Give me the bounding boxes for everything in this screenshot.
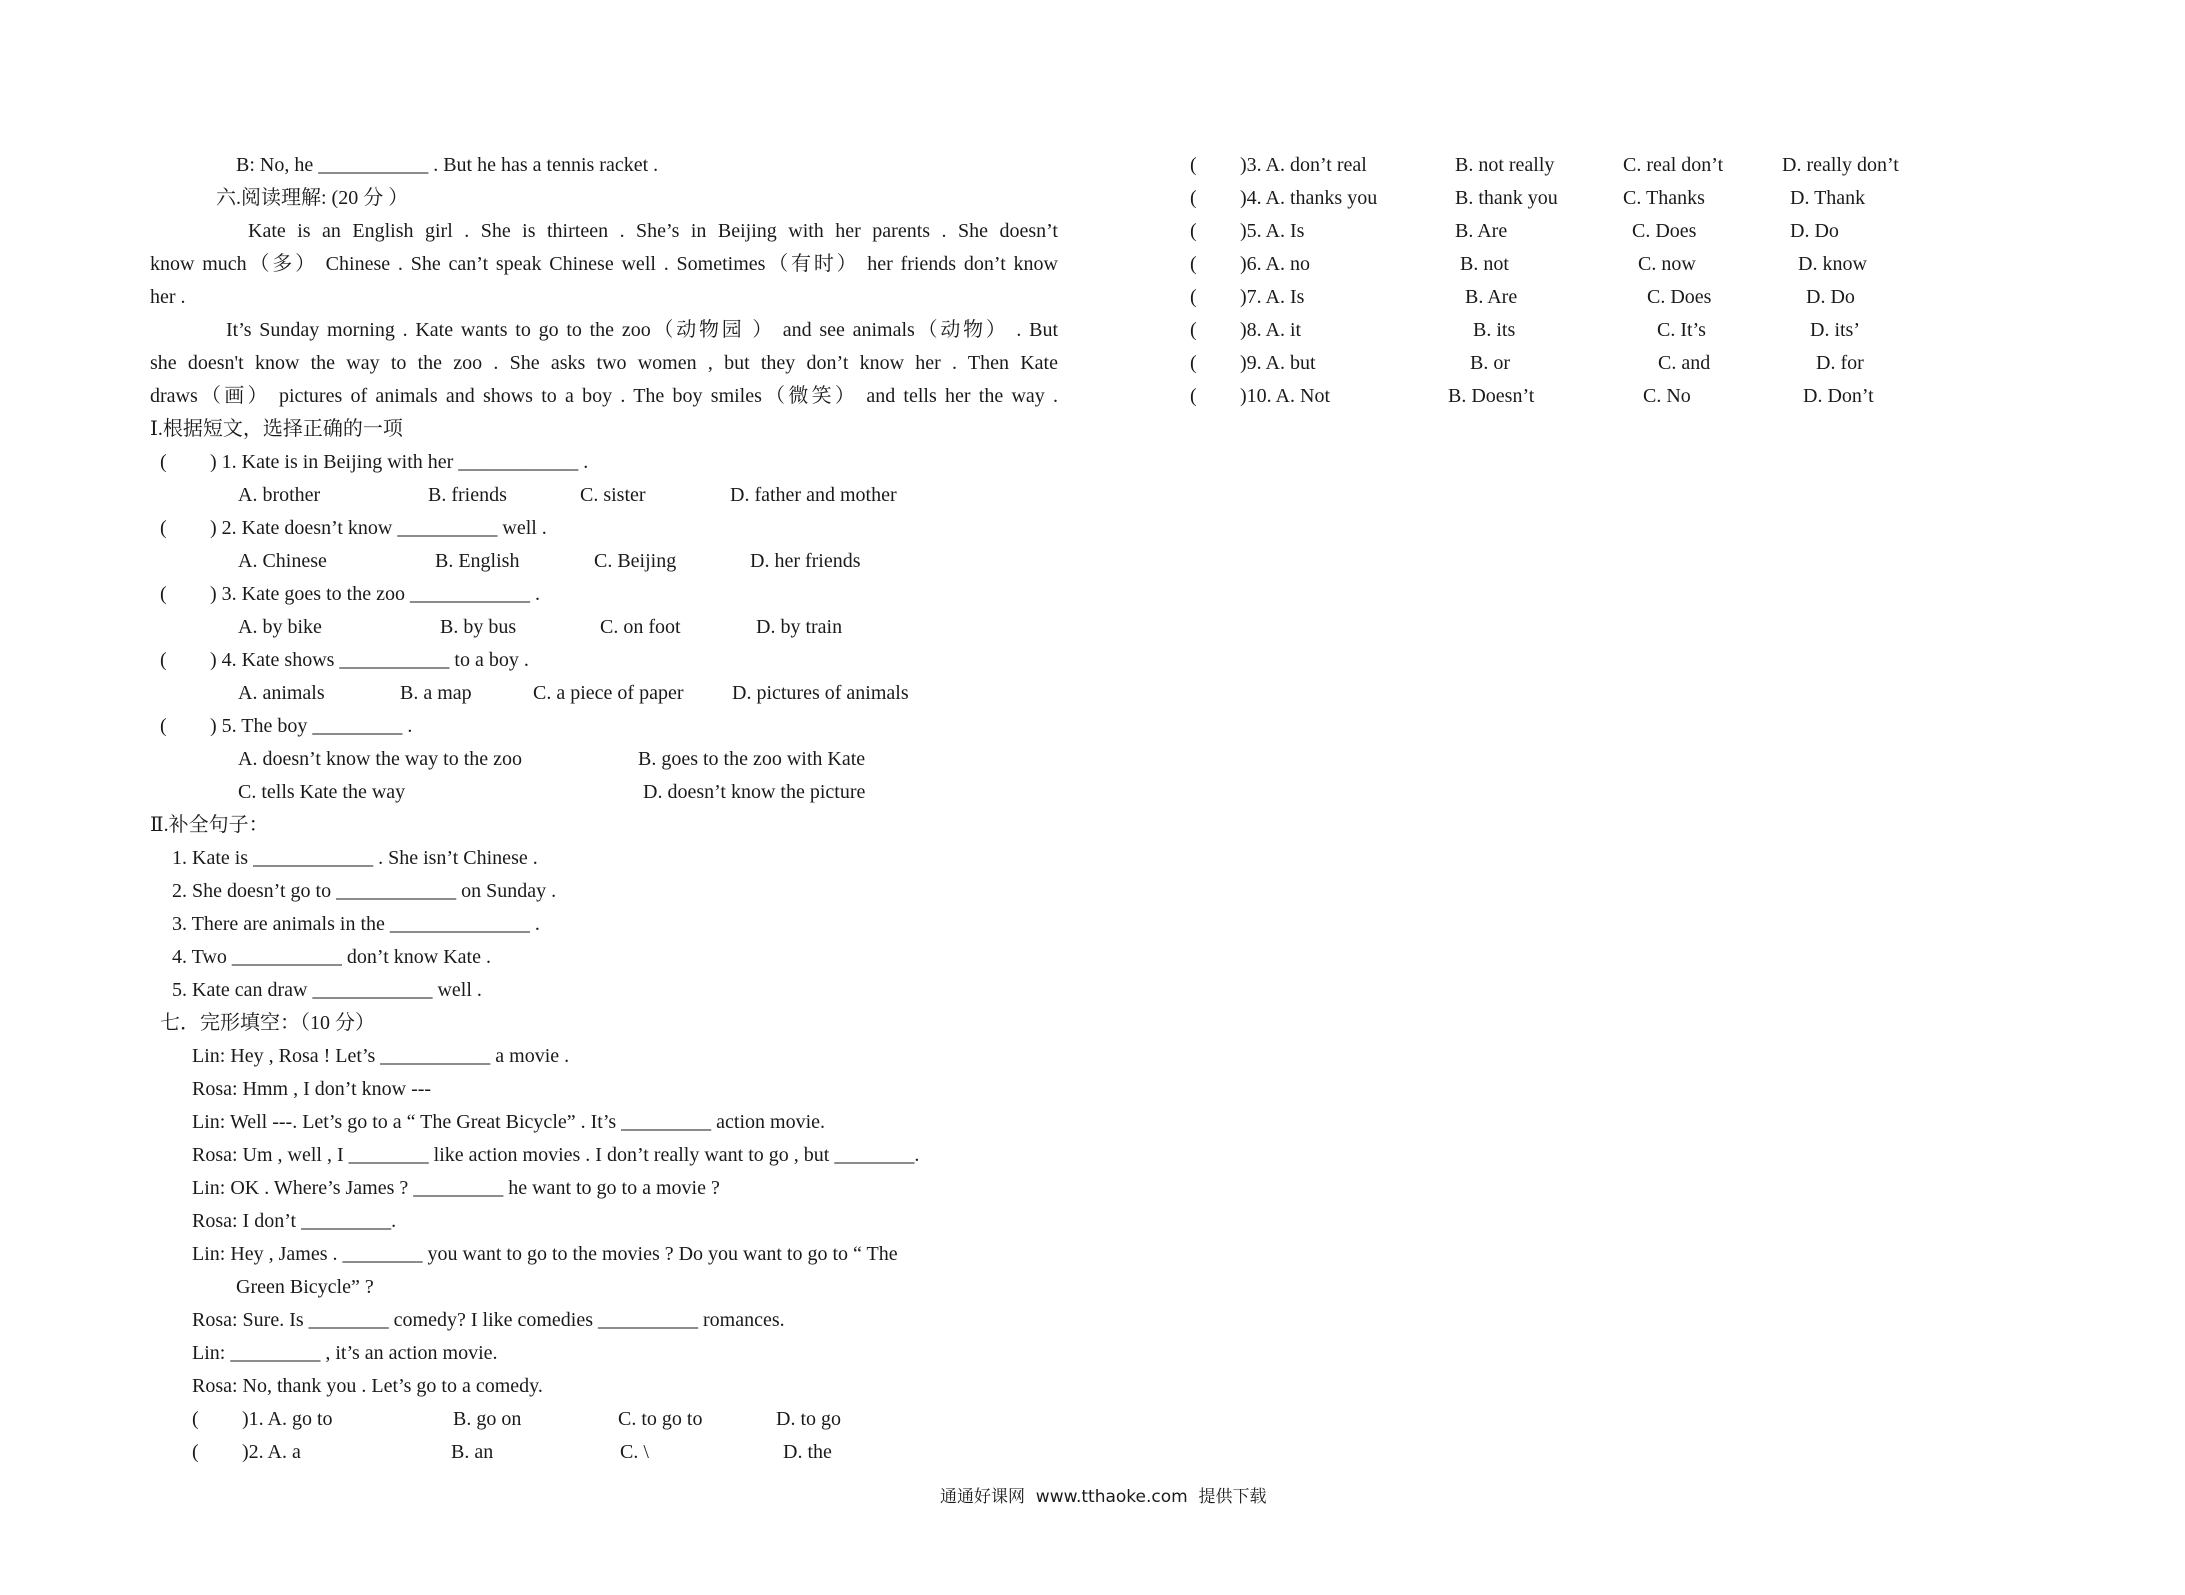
cloze-item-option-c: C. to go to xyxy=(618,1408,703,1430)
option-c: C. a piece of paper xyxy=(533,682,684,704)
answer-paren: ( xyxy=(160,649,167,671)
answer-paren: ( xyxy=(160,517,167,539)
paragraph-2-line-3: draws（画） pictures of animals and shows to a boy . The boy smiles（微笑） and tells her the way . xyxy=(150,385,1058,407)
footer-source: 通通好课网 www.tthaoke.com 提供下载 xyxy=(940,1487,1267,1507)
sentence-item: 5. Kate can draw ____________ well . xyxy=(172,979,482,1001)
cloze-item-option-c: C. and xyxy=(1658,352,1711,374)
part-1-title: Ⅰ.根据短文，选择正确的一项 xyxy=(150,418,403,440)
sentence-item: 4. Two ___________ don’t know Kate . xyxy=(172,946,491,968)
question-stem: ) 2. Kate doesn’t know __________ well . xyxy=(210,517,547,539)
option-c: C. on foot xyxy=(600,616,681,638)
part-2-title: Ⅱ.补全句子： xyxy=(150,814,269,836)
cloze-item-option-c: C. It’s xyxy=(1657,319,1706,341)
cloze-item-option-d: D. Don’t xyxy=(1803,385,1874,407)
dialogue-line: Green Bicycle” ? xyxy=(236,1276,374,1298)
option-d: D. by train xyxy=(756,616,843,638)
answer-paren: ( xyxy=(1190,319,1197,341)
answer-paren: ( xyxy=(1190,154,1197,176)
answer-paren: ( xyxy=(192,1441,199,1463)
cloze-item-option-b: B. its xyxy=(1473,319,1516,341)
question-stem: ) 5. The boy _________ . xyxy=(210,715,413,737)
dialogue-line: Lin: OK . Where’s James ? _________ he want to go to a movie ? xyxy=(192,1177,720,1199)
cloze-item-option-c: C. Thanks xyxy=(1623,187,1705,209)
cloze-item-option-d: D. its’ xyxy=(1810,319,1860,341)
answer-paren: ( xyxy=(160,583,167,605)
option-d: D. pictures of animals xyxy=(732,682,909,704)
cloze-item-option-c: C. Does xyxy=(1647,286,1712,308)
option-a: A. animals xyxy=(238,682,325,704)
answer-paren: ( xyxy=(1190,220,1197,242)
dialogue-line: Rosa: No, thank you . Let’s go to a comedy. xyxy=(192,1375,543,1397)
cloze-item-option-d: D. Do xyxy=(1790,220,1839,242)
cloze-item-option-b: B. not xyxy=(1460,253,1509,275)
cloze-item-option-d: D. for xyxy=(1816,352,1864,374)
cloze-item-option-c: C. \ xyxy=(620,1441,649,1463)
dialogue-line: Rosa: Um , well , I ________ like action movies . I don’t really want to go , but ________. xyxy=(192,1144,920,1166)
cloze-item-option-d: D. Thank xyxy=(1790,187,1866,209)
cloze-item-option-a: )8. A. it xyxy=(1240,319,1302,341)
cloze-item-option-b: B. an xyxy=(451,1441,494,1463)
cloze-item-option-a: )10. A. Not xyxy=(1240,385,1330,407)
dialogue-line: Lin: Well ---. Let’s go to a “ The Great Bicycle” . It’s _________ action movie. xyxy=(192,1111,826,1133)
option-a: A. Chinese xyxy=(238,550,327,572)
cloze-item-option-a: )3. A. don’t real xyxy=(1240,154,1367,176)
paragraph-2-line-1: It’s Sunday morning . Kate wants to go to the zoo（动物园 ） and see animals（动物） . But xyxy=(226,319,1058,341)
sentence-item: 2. She doesn’t go to ____________ on Sunday . xyxy=(172,880,557,902)
cloze-item-option-d: D. Do xyxy=(1806,286,1855,308)
cloze-item-option-a: )5. A. Is xyxy=(1240,220,1305,242)
cloze-item-option-d: D. to go xyxy=(776,1408,841,1430)
cloze-item-option-b: B. not really xyxy=(1455,154,1555,176)
dialogue-line: Lin: _________ , it’s an action movie. xyxy=(192,1342,498,1364)
paragraph-1-line-1: Kate is an English girl . She is thirteen . She’s in Beijing with her parents . She doesn’t xyxy=(248,220,1058,242)
option-b: B. English xyxy=(435,550,520,572)
answer-paren: ( xyxy=(1190,352,1197,374)
cloze-item-option-c: C. real don’t xyxy=(1623,154,1724,176)
paragraph-1-line-3: her . xyxy=(150,286,186,308)
option-b: B. friends xyxy=(428,484,507,506)
cloze-item-option-a: )2. A. a xyxy=(242,1441,301,1463)
answer-paren: ( xyxy=(1190,253,1197,275)
answer-paren: ( xyxy=(160,715,167,737)
cloze-item-option-d: D. the xyxy=(783,1441,832,1463)
option-b: B. by bus xyxy=(440,616,517,638)
option-d: D. doesn’t know the picture xyxy=(643,781,866,803)
cloze-item-option-a: )9. A. but xyxy=(1240,352,1316,374)
cloze-item-option-b: B. thank you xyxy=(1455,187,1558,209)
cloze-item-option-b: B. Are xyxy=(1455,220,1508,242)
section-title-cloze: 七．完形填空：（10 分） xyxy=(160,1012,375,1034)
cloze-item-option-b: B. go on xyxy=(453,1408,522,1430)
option-b: B. a map xyxy=(400,682,472,704)
cloze-item-option-c: C. No xyxy=(1643,385,1691,407)
question-stem: ) 3. Kate goes to the zoo ____________ . xyxy=(210,583,540,605)
option-c: C. Beijing xyxy=(594,550,677,572)
paragraph-2-line-2: she doesn't know the way to the zoo . She asks two women , but they don’t know her . Then Kate xyxy=(150,352,1058,374)
cloze-item-option-a: )1. A. go to xyxy=(242,1408,333,1430)
dialogue-line: Lin: Hey , James . ________ you want to go to the movies ? Do you want to go to “ The xyxy=(192,1243,898,1265)
dialogue-line-b: B: No, he ___________ . But he has a tennis racket . xyxy=(236,154,659,176)
option-d: D. her friends xyxy=(750,550,861,572)
option-c: C. tells Kate the way xyxy=(238,781,406,803)
dialogue-line: Rosa: I don’t _________. xyxy=(192,1210,397,1232)
option-a: A. brother xyxy=(238,484,321,506)
option-a: A. doesn’t know the way to the zoo xyxy=(238,748,523,770)
cloze-item-option-d: D. really don’t xyxy=(1782,154,1899,176)
paragraph-1-line-2: know much（多） Chinese . She can’t speak Chinese well . Sometimes（有时） her friends don’t know xyxy=(150,253,1058,275)
answer-paren: ( xyxy=(192,1408,199,1430)
answer-paren: ( xyxy=(1190,286,1197,308)
answer-paren: ( xyxy=(1190,187,1197,209)
option-b: B. goes to the zoo with Kate xyxy=(638,748,866,770)
cloze-item-option-b: B. or xyxy=(1470,352,1510,374)
cloze-item-option-b: B. Are xyxy=(1465,286,1518,308)
dialogue-line: Rosa: Sure. Is ________ comedy? I like comedies __________ romances. xyxy=(192,1309,785,1331)
option-d: D. father and mother xyxy=(730,484,897,506)
option-c: C. sister xyxy=(580,484,646,506)
dialogue-line: Lin: Hey , Rosa ! Let’s ___________ a movie . xyxy=(192,1045,570,1067)
sentence-item: 3. There are animals in the ______________ . xyxy=(172,913,540,935)
question-stem: ) 1. Kate is in Beijing with her ____________ . xyxy=(210,451,589,473)
dialogue-line: Rosa: Hmm , I don’t know --- xyxy=(192,1078,432,1100)
cloze-item-option-a: )6. A. no xyxy=(1240,253,1310,275)
sentence-item: 1. Kate is ____________ . She isn’t Chinese . xyxy=(172,847,538,869)
section-title-reading: 六.阅读理解: (20 分 ） xyxy=(216,187,409,209)
cloze-item-option-a: )7. A. Is xyxy=(1240,286,1305,308)
option-a: A. by bike xyxy=(238,616,322,638)
answer-paren: ( xyxy=(160,451,167,473)
cloze-item-option-d: D. know xyxy=(1798,253,1867,275)
cloze-item-option-c: C. Does xyxy=(1632,220,1697,242)
cloze-item-option-a: )4. A. thanks you xyxy=(1240,187,1378,209)
cloze-item-option-c: C. now xyxy=(1638,253,1696,275)
cloze-item-option-b: B. Doesn’t xyxy=(1448,385,1535,407)
answer-paren: ( xyxy=(1190,385,1197,407)
question-stem: ) 4. Kate shows ___________ to a boy . xyxy=(210,649,529,671)
